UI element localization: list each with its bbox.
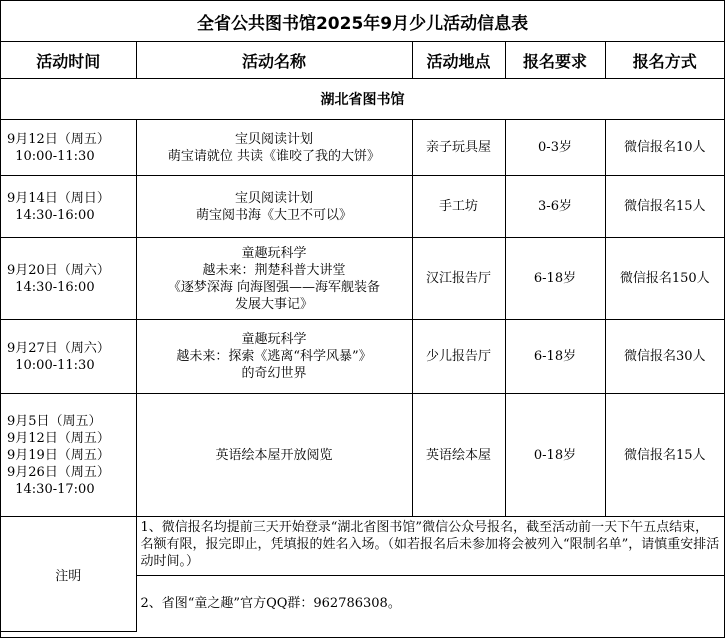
activity-method: 微信报名150人: [605, 238, 724, 320]
activity-time: 9月20日（周六） 14:30-16:00: [1, 238, 136, 320]
sheet-title: 全省公共图书馆2025年9月少儿活动信息表: [1, 1, 724, 42]
table-row: [1, 176, 724, 238]
activity-name: 英语绘本屋开放阅览: [136, 394, 412, 517]
activity-place: 手工坊: [412, 176, 505, 238]
activity-place: 汉江报告厅: [412, 238, 505, 320]
activity-method: 微信报名15人: [605, 176, 724, 238]
note-item: 2、省图“童之趣”官方QQ群：962786308。: [136, 576, 724, 632]
header-time: 活动时间: [1, 42, 136, 79]
activity-place: 亲子玩具屋: [412, 120, 505, 176]
table-row: [1, 238, 724, 320]
activity-place: 英语绘本屋: [412, 394, 505, 517]
activity-name: 宝贝阅读计划 萌宝阅书海《大卫不可以》: [136, 176, 412, 238]
header-place: 活动地点: [412, 42, 505, 79]
activity-table: [1, 1, 724, 632]
activity-name: 宝贝阅读计划 萌宝请就位 共读《谁咬了我的大饼》: [136, 120, 412, 176]
notes-label: 注明: [1, 517, 136, 632]
activity-requirement: 3-6岁: [505, 176, 605, 238]
activity-name: 童趣玩科学 越未来：荆楚科普大讲堂 《逐梦深海 向海图强——海军舰装备 发展大事记》: [136, 238, 412, 320]
activity-time: 9月14日（周日） 14:30-16:00: [1, 176, 136, 238]
note-item: 1、微信报名均提前三天开始登录“湖北省图书馆”微信公众号报名，截至活动前一天下午五点结束，名额有限，报完即止，凭填报的姓名入场。（如若报名后未参加将会被列入“限制名单”，请慎重安排活动时间。）: [136, 517, 724, 576]
activity-requirement: 6-18岁: [505, 238, 605, 320]
section-library-name: 湖北省图书馆: [1, 79, 724, 120]
header-requirement: 报名要求: [505, 42, 605, 79]
activity-time: 9月5日（周五） 9月12日（周五） 9月19日（周五） 9月26日（周五） 14:30-17:00: [1, 394, 136, 517]
activity-requirement: 0-18岁: [505, 394, 605, 517]
notes-row: [1, 517, 724, 576]
activity-name: 童趣玩科学 越未来：探索《逃离“科学风暴”》 的奇幻世界: [136, 320, 412, 394]
activity-method: 微信报名10人: [605, 120, 724, 176]
activity-time: 9月27日（周六） 10:00-11:30: [1, 320, 136, 394]
header-name: 活动名称: [136, 42, 412, 79]
header-method: 报名方式: [605, 42, 724, 79]
activity-method: 微信报名15人: [605, 394, 724, 517]
activity-time: 9月12日（周五） 10:00-11:30: [1, 120, 136, 176]
activity-method: 微信报名30人: [605, 320, 724, 394]
activity-place: 少儿报告厅: [412, 320, 505, 394]
table-row: [1, 120, 724, 176]
activity-requirement: 0-3岁: [505, 120, 605, 176]
activity-requirement: 6-18岁: [505, 320, 605, 394]
table-row: [1, 394, 724, 517]
table-row: [1, 320, 724, 394]
